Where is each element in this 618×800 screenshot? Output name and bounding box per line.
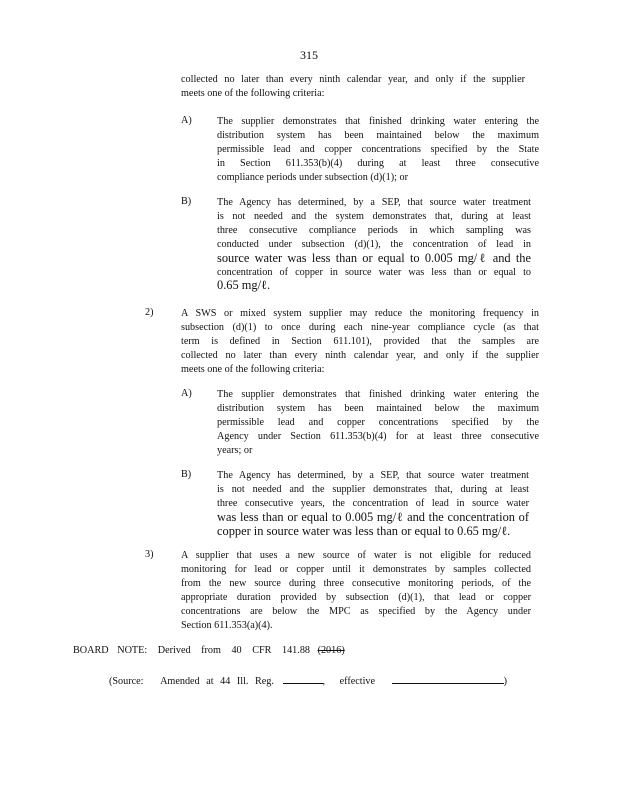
source-close: )	[503, 676, 507, 687]
board-note-label: BOARD NOTE:	[73, 645, 148, 656]
text-line: collected no later than every ninth calendar year, and only if the supplier	[181, 74, 525, 85]
text-line: distribution system has been maintained below the maximum	[217, 129, 539, 141]
text-line: is not needed and the supplier demonstrates that, during at least	[217, 483, 529, 495]
text-line: meets one of the following criteria:	[181, 87, 325, 99]
board-note-text: Derived from 40 CFR 141.88	[157, 645, 311, 656]
source-comma: ,	[322, 676, 326, 687]
effective-date-blank	[392, 673, 504, 684]
text-line: appropriate duration provided by subsection (d)(1), that lead or copper	[181, 591, 531, 603]
text-line: concentrations are below the MPC as specified by the Agency under	[181, 605, 531, 617]
text-line: concentration of copper in source water was less than or equal to	[217, 266, 531, 278]
page-number: 315	[300, 48, 318, 62]
item-marker: A)	[181, 388, 192, 399]
text-line: A supplier that uses a new source of water is not eligible for reduced	[181, 550, 531, 561]
text-line: copper in source water was less than or equal to 0.65 mg/ℓ.	[217, 523, 511, 538]
text-line: permissible lead and copper concentrations specified by the State	[217, 143, 539, 155]
text-line: permissible lead and copper concentrations specified by the	[217, 416, 539, 428]
text-line: The supplier demonstrates that finished drinking water entering the	[217, 116, 539, 127]
text-line: subsection (d)(1) to once during each nine-year compliance cycle (as that	[181, 321, 539, 333]
source-text: Amended at 44 Ill. Reg.	[160, 676, 274, 687]
text-line: source water was less than or equal to 0.005 mg/ℓ and the	[217, 250, 531, 265]
text-line: monitoring for lead or copper until it demonstrates by samples collected	[181, 563, 531, 575]
text-line: meets one of the following criteria:	[181, 363, 325, 375]
item-marker: B)	[181, 196, 192, 207]
text-line: from the new source during three consecutive monitoring periods, of the	[181, 577, 531, 589]
text-line: A SWS or mixed system supplier may reduce the monitoring frequency in	[181, 308, 539, 319]
item-marker: 3)	[145, 549, 154, 560]
item-1b-paragraph	[217, 196, 531, 293]
source-note	[109, 673, 507, 687]
item-3-paragraph	[181, 549, 531, 632]
text-line: compliance periods under subsection (d)(1); or	[217, 171, 408, 183]
text-line: term is defined in Section 611.101), provided that the samples are	[181, 335, 539, 347]
item-2b-paragraph	[217, 469, 529, 539]
text-line: The Agency has determined, by a SEP, that source water treatment	[217, 197, 531, 208]
intro-paragraph	[181, 73, 525, 101]
item-marker: 2)	[145, 307, 154, 318]
text-line: conducted under subsection (d)(1), the concentration of lead in	[217, 238, 531, 250]
text-line: in Section 611.353(b)(4) during at least three consecutive	[217, 157, 539, 169]
item-2a-paragraph	[217, 388, 539, 458]
text-line: Agency under Section 611.353(b)(4) for at least three consecutive	[217, 430, 539, 442]
board-note	[73, 645, 345, 656]
item-marker: B)	[181, 469, 192, 480]
text-line: three consecutive compliance periods in which sampling was	[217, 224, 531, 236]
text-line: 0.65 mg/ℓ.	[217, 278, 271, 293]
text-line: is not needed and the system demonstrates that, during at least	[217, 210, 531, 222]
text-line: distribution system has been maintained below the maximum	[217, 402, 539, 414]
text-line: collected no later than every ninth calendar year, and only if the supplier	[181, 349, 539, 361]
source-open: (Source:	[109, 676, 144, 687]
source-effective: effective	[339, 676, 376, 687]
text-line: years; or	[217, 444, 253, 456]
text-line: was less than or equal to 0.005 mg/ℓ and the concentration of	[217, 509, 529, 524]
text-line: three consecutive years, the concentration of lead in source water	[217, 497, 529, 509]
item-2-paragraph	[181, 307, 539, 377]
item-1a-paragraph	[217, 115, 539, 185]
text-line: Section 611.353(a)(4).	[181, 619, 273, 631]
text-line: The supplier demonstrates that finished drinking water entering the	[217, 389, 539, 400]
board-note-struck-year: (2016)	[317, 645, 345, 656]
text-line: The Agency has determined, by a SEP, that source water treatment	[217, 470, 529, 481]
register-blank	[283, 673, 323, 684]
item-marker: A)	[181, 115, 192, 126]
